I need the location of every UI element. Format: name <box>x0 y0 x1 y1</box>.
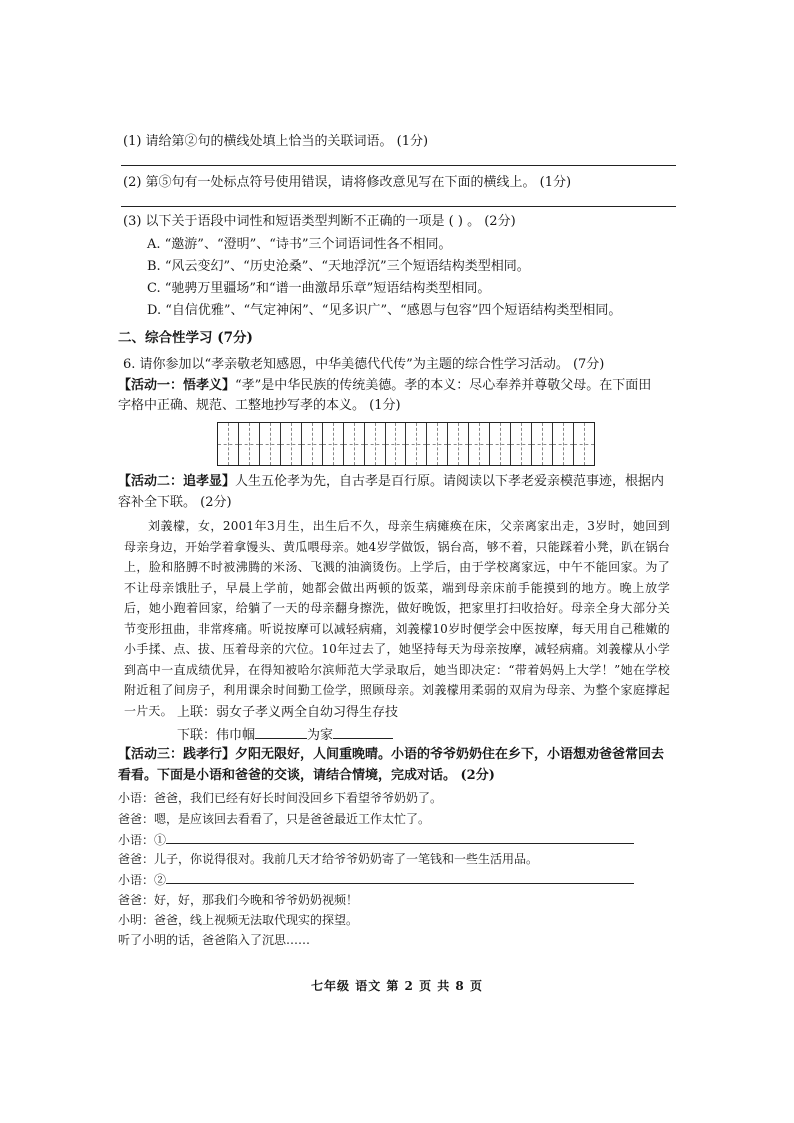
dialog-line-5-text: 小语：② <box>118 873 167 887</box>
answer-line-2[interactable] <box>121 206 676 207</box>
couplet-blank-1[interactable] <box>255 726 307 739</box>
grid-cell[interactable] <box>386 423 407 465</box>
dialog-line-1: 小语：爸爸，我们已经有好长时间没回乡下看望爷爷奶奶了。 <box>118 791 443 805</box>
activity-3-text-2: 看看。下面是小语和爸爸的交谈，请结合情境，完成对话。 (2分) <box>118 768 495 783</box>
dialog-line-5 <box>118 871 634 888</box>
story-passage <box>124 516 670 721</box>
question-2: (2) 第⑤句有一处标点符号使用错误，请将修改意见写在下面的横线上。 (1分) <box>123 175 572 190</box>
grid-cell[interactable] <box>302 423 323 465</box>
activity-2-line-1 <box>118 474 664 490</box>
option-d[interactable]: D. “自信优雅”、“气定神闲”、“见多识广”、“感恩与包容”四个短语结构类型相同。 <box>147 303 622 318</box>
grid-cell[interactable] <box>448 423 469 465</box>
grid-cell[interactable] <box>218 423 239 465</box>
section-heading: 二、综合性学习 (7分) <box>118 330 253 346</box>
story-text: 刘義檬，女，2001年3月生，出生后不久，母亲生病瘫痪在床，父亲离家出走，3岁时，她回到母亲身边，开始学着拿馒头、黄瓜喂母亲。她4岁学做饭，锅台高，够不着，只能踩着小凳，趴在锅台上，脸和胳膊不时被沸腾的米汤、飞溅的油滴烫伤。上学后，由于学校离家远，中午不能回家。为了不让母亲饿肚子，早晨上学前，她都会做出两顿的饭菜，端到母亲床前手能摸到的地方。晚上放学后，她小跑着回家，给躺了一天的母亲翻身擦洗，做好晚饭，把家里打扫收拾好。母亲全身大部分关节变形扭曲，非常疼痛。听说按摩可以减轻病痛，刘義檬10岁时便学会中医按摩，每天用自己稚嫩的小手揉、点、拔、压着母亲的穴位。10年过去了，她坚持每天为母亲按摩，减轻病痛。刘義檬从小学到高中一直成绩优异，在得知被哈尔滨师范大学录取后，她当即决定：“带着妈妈上大学！”她在学校附近租了间房子，利用课余时间勤工俭学，照顾母亲。刘義檬用柔弱的双肩为母亲、为整个家庭撑起一片天。 <box>124 519 670 718</box>
activity-1-line-1 <box>118 378 651 394</box>
dialog-line-7: 小明：爸爸，线上视频无法取代现实的探望。 <box>118 913 359 927</box>
dialog-line-3-text: 小语：① <box>118 833 167 847</box>
couplet-upper: 上联：弱女子孝义两全自幼习得生存技 <box>177 705 399 720</box>
activity-2-text-1: 人生五伦孝为先，自古孝是百行原。请阅读以下孝老爱亲模范事迹，根据内 <box>235 474 665 489</box>
question-1: (1) 请给第②句的横线处填上恰当的关联词语。 (1分) <box>123 134 429 149</box>
tianzige-grid[interactable] <box>217 422 595 466</box>
grid-cell[interactable] <box>406 423 427 465</box>
couplet-blank-2[interactable] <box>333 726 393 739</box>
grid-cell[interactable] <box>365 423 386 465</box>
option-b[interactable]: B. “风云变幻”、“历史沧桑”、“天地浮沉”三个短语结构类型相同。 <box>147 259 530 274</box>
dialog-line-4: 爸爸：儿子，你说得很对。我前几天才给爷爷奶奶寄了一笔钱和一些生活用品。 <box>118 852 539 866</box>
dialog-line-3 <box>118 831 634 848</box>
grid-cell[interactable] <box>511 423 532 465</box>
grid-cell[interactable] <box>490 423 511 465</box>
activity-3-line-1 <box>118 747 664 763</box>
couplet-lower-mid: 为家 <box>307 728 334 743</box>
grid-cell[interactable] <box>239 423 260 465</box>
activity-1-text-2: 字格中正确、规范、工整地抄写孝的本义。 (1分) <box>118 398 401 413</box>
page-footer: 七年级 语文 第 2 页 共 8 页 <box>311 979 483 993</box>
option-a[interactable]: A. “邀游”、“澄明”、“诗书”三个词语词性各不相同。 <box>147 237 452 252</box>
activity-2-label: 【活动二：追孝显】 <box>118 474 236 489</box>
grid-cell[interactable] <box>427 423 448 465</box>
answer-line-1[interactable] <box>121 165 676 166</box>
grid-cell[interactable] <box>574 423 594 465</box>
grid-cell[interactable] <box>532 423 553 465</box>
couplet-lower <box>177 726 393 744</box>
grid-cell[interactable] <box>260 423 281 465</box>
grid-cell[interactable] <box>553 423 574 465</box>
dialog-line-6: 爸爸：好，好，那我们今晚和爷爷奶奶视频！ <box>118 893 359 907</box>
activity-1-label: 【活动一：悟孝义】 <box>118 378 236 393</box>
question-6: 6. 请你参加以“孝亲敬老知感恩，中华美德代代传”为主题的综合性学习活动。 (7分) <box>123 357 605 372</box>
grid-cell[interactable] <box>323 423 344 465</box>
couplet-lower-prefix: 下联：伟巾帼 <box>177 728 256 743</box>
grid-cell[interactable] <box>344 423 365 465</box>
activity-1-text-1: “孝”是中华民族的传统美德。孝的本义：尽心奉养并尊敬父母。在下面田 <box>235 378 652 393</box>
grid-cell[interactable] <box>469 423 490 465</box>
question-3: (3) 以下关于语段中词性和短语类型判断不正确的一项是 ( ) 。 (2分) <box>123 214 516 229</box>
activity-2-text-2: 容补全下联。 (2分) <box>118 495 232 510</box>
dialog-answer-1[interactable] <box>166 831 634 844</box>
option-c[interactable]: C. “驰骋万里疆场”和“谱一曲激昂乐章”短语结构类型相同。 <box>147 281 491 296</box>
grid-cell[interactable] <box>281 423 302 465</box>
dialog-line-2: 爸爸：嗯，是应该回去看看了，只是爸爸最近工作太忙了。 <box>118 812 431 826</box>
activity-3-label: 【活动三：践孝行】 <box>118 747 236 762</box>
activity-3-text-1: 夕阳无限好，人间重晚晴。小语的爷爷奶奶住在乡下，小语想劝爸爸常回去 <box>235 747 665 762</box>
dialog-line-8: 听了小明的话，爸爸陷入了沉思…… <box>118 933 311 947</box>
dialog-answer-2[interactable] <box>166 871 634 884</box>
